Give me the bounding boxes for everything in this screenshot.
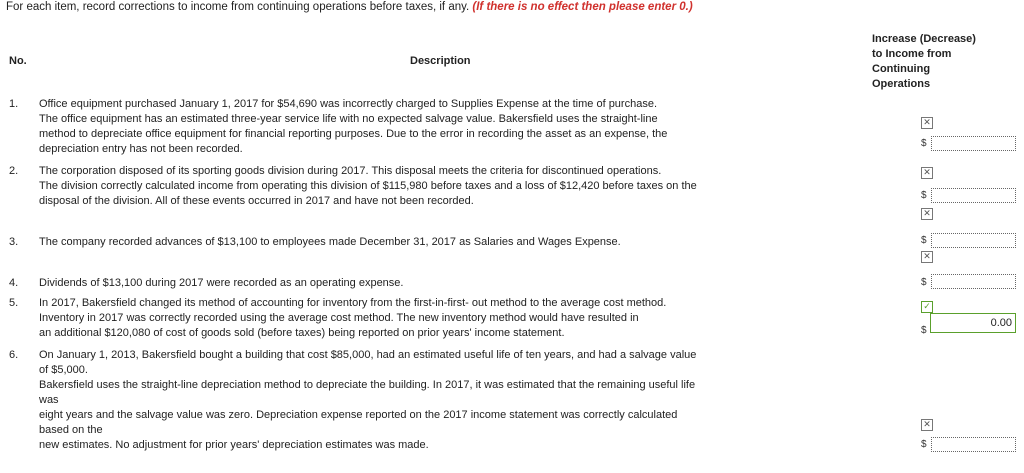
column-header-description: Description	[410, 55, 471, 67]
description-line: Dividends of $13,100 during 2017 were recorded as an operating expense.	[39, 277, 404, 289]
description-line: On January 1, 2013, Bakersfield bought a building that cost $85,000, had an estimated useful life of ten years, and had a salvage value	[39, 349, 697, 361]
description-line: The division correctly calculated income from operating this division of $115,980 before taxes and a loss of $12,420 before taxes on the	[39, 180, 697, 192]
description-line: eight years and the salvage value was zero. Depreciation expense reported on the 2017 income statement was correctly calculated	[39, 409, 678, 421]
description-line: Bakersfield uses the straight-line depreciation method to depreciate the building. In 2017, it was estimated that the remaining useful life	[39, 379, 696, 391]
item-number: 3.	[9, 236, 19, 248]
currency-symbol: $	[921, 277, 927, 288]
item-description	[39, 235, 869, 250]
instruction	[6, 1, 693, 13]
incorrect-mark-icon: ✕	[921, 117, 933, 129]
item-description	[39, 296, 869, 341]
instruction-text: For each item, record corrections to income from continuing operations before taxes, if any.	[6, 1, 470, 13]
description-line: depreciation entry has not been recorded.	[39, 143, 243, 155]
answer-input-item-4[interactable]	[931, 274, 1016, 289]
item-description	[39, 164, 869, 209]
item-number: 5.	[9, 297, 19, 309]
currency-symbol: $	[921, 325, 927, 336]
currency-symbol: $	[921, 138, 927, 149]
answer-input-item-2-a[interactable]	[931, 188, 1016, 203]
description-line: of $5,000.	[39, 364, 88, 376]
description-line: method to depreciate office equipment for financial reporting purposes. Due to the error in recording the asset as an expense, the	[39, 128, 668, 140]
header-line: Increase (Decrease)	[872, 33, 976, 45]
currency-symbol: $	[921, 439, 927, 450]
description-line: The corporation disposed of its sporting goods division during 2017. This disposal meets the criteria for discontinued operations.	[39, 165, 662, 177]
item-description	[39, 97, 869, 157]
description-line: In 2017, Bakersfield changed its method of accounting for inventory from the first-in-first- out method to the average cost method.	[39, 297, 667, 309]
header-line: Continuing	[872, 63, 931, 75]
currency-symbol: $	[921, 190, 927, 201]
correct-mark-icon: ✓	[921, 301, 933, 313]
column-header-increase	[872, 32, 1020, 92]
description-line: an additional $120,080 of cost of goods sold (before taxes) being reported on prior years' income statement.	[39, 327, 565, 339]
currency-symbol: $	[921, 235, 927, 246]
answer-input-item-5[interactable]: 0.00	[930, 313, 1016, 333]
incorrect-mark-icon: ✕	[921, 251, 933, 263]
description-line: was	[39, 394, 59, 406]
column-header-no: No.	[9, 55, 27, 67]
item-number: 1.	[9, 98, 19, 110]
description-line: The office equipment has an estimated three-year service life with no expected salvage value. Bakersfield uses the straight-line	[39, 113, 658, 125]
incorrect-mark-icon: ✕	[921, 419, 933, 431]
description-line: disposal of the division. All of these events occurred in 2017 and have not been recorded.	[39, 195, 474, 207]
item-description	[39, 276, 869, 291]
instruction-note: (If there is no effect then please enter 0.)	[472, 1, 693, 13]
description-line: The company recorded advances of $13,100 to employees made December 31, 2017 as Salaries and Wages Expense.	[39, 236, 621, 248]
description-line: based on the	[39, 424, 103, 436]
description-line: Office equipment purchased January 1, 2017 for $54,690 was incorrectly charged to Supplies Expense at the time of purchase.	[39, 98, 657, 110]
item-description	[39, 348, 869, 453]
incorrect-mark-icon: ✕	[921, 208, 933, 220]
header-line: Operations	[872, 78, 931, 90]
answer-input-item-6[interactable]	[931, 437, 1016, 452]
answer-input-item-1[interactable]	[931, 136, 1016, 151]
item-number: 2.	[9, 165, 19, 177]
item-number: 4.	[9, 277, 19, 289]
header-line: to Income from	[872, 48, 952, 60]
description-line: new estimates. No adjustment for prior years' depreciation estimates was made.	[39, 439, 429, 451]
answer-input-item-3[interactable]	[931, 233, 1016, 248]
description-line: Inventory in 2017 was correctly recorded using the average cost method. The new inventory method would have resulted in	[39, 312, 639, 324]
incorrect-mark-icon: ✕	[921, 167, 933, 179]
item-number: 6.	[9, 349, 19, 361]
